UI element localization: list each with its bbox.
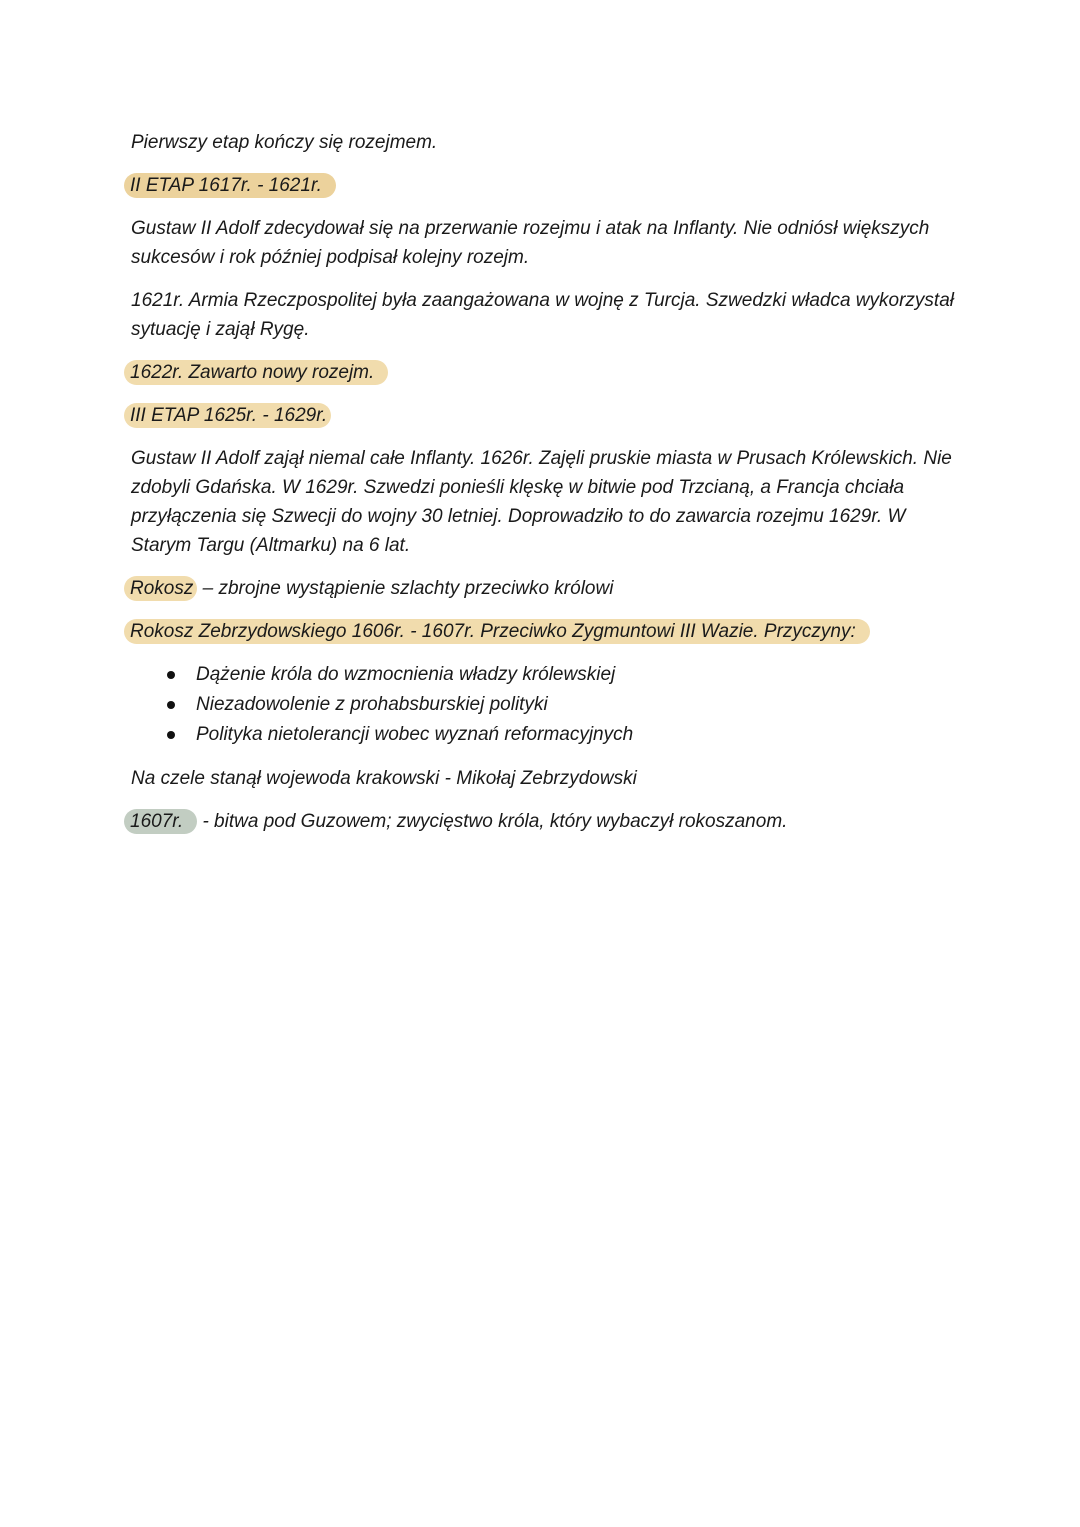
paragraph-riga: 1621r. Armia Rzeczpospolitej była zaangażowana w wojnę z Turcja. Szwedzki władca wykorzystał sytuację i zajął Rygę. [131, 290, 954, 340]
zebrzydowski-heading-line [131, 617, 961, 646]
cause-text: Dążenie króla do wzmocnienia władzy królewskiej [196, 664, 616, 685]
cause-text: Polityka nietolerancji wobec wyznań reformacyjnych [196, 724, 634, 745]
list-item [131, 720, 961, 750]
zebrzydowski-heading-highlight: Rokosz Zebrzydowskiego 1606r. - 1607r. Przeciwko Zygmuntowi III Wazie. Przyczyny: [124, 619, 870, 644]
battle-guzow-line [131, 807, 961, 836]
truce-1622-line [131, 358, 961, 387]
bullet-icon [167, 731, 175, 739]
date-1607-highlight: 1607r. [124, 809, 197, 834]
paragraph-stage-three: Gustaw II Adolf zajął niemal całe Inflanty. 1626r. Zajęli pruskie miasta w Prusach Królewskich. Nie zdobyli Gdańska. W 1629r. Szwedzi ponieśli klęskę w bitwie pod Trzcianą, a Francja chciała przyłączenia się Szwecji do wojny 30 letniej. Doprowadziło to do zawarcia rozejmu 1629r. W Starym Targu (Altmarku) na 6 lat. [131, 448, 952, 556]
paragraph-gustaw-truce: Gustaw II Adolf zdecydował się na przerwanie rozejmu i atak na Inflanty. Nie odniósł większych sukcesów i rok później podpisał kolejny rozejm. [131, 218, 930, 268]
rokosz-definition [131, 574, 961, 603]
stage-two-highlight: II ETAP 1617r. - 1621r. [124, 173, 336, 198]
battle-guzow-text: - bitwa pod Guzowem; zwycięstwo króla, który wybaczył rokoszanom. [197, 811, 788, 832]
list-item [131, 690, 961, 720]
list-item [131, 660, 961, 690]
rokosz-definition-text: – zbrojne wystąpienie szlachty przeciwko królowi [197, 578, 614, 599]
cause-text: Niezadowolenie z prohabsburskiej polityki [196, 694, 548, 715]
paragraph-leader: Na czele stanął wojewoda krakowski - Mikołaj Zebrzydowski [131, 768, 637, 789]
bullet-icon [167, 701, 175, 709]
document-page [131, 128, 961, 850]
truce-1622-highlight: 1622r. Zawarto nowy rozejm. [124, 360, 388, 385]
bullet-icon [167, 671, 175, 679]
rokosz-term-highlight: Rokosz [124, 576, 197, 601]
stage-three-heading [131, 401, 961, 430]
stage-three-highlight: III ETAP 1625r. - 1629r. [124, 403, 331, 428]
causes-list [131, 660, 961, 750]
paragraph-first-stage-end: Pierwszy etap kończy się rozejmem. [131, 132, 438, 153]
stage-two-heading [131, 171, 961, 200]
